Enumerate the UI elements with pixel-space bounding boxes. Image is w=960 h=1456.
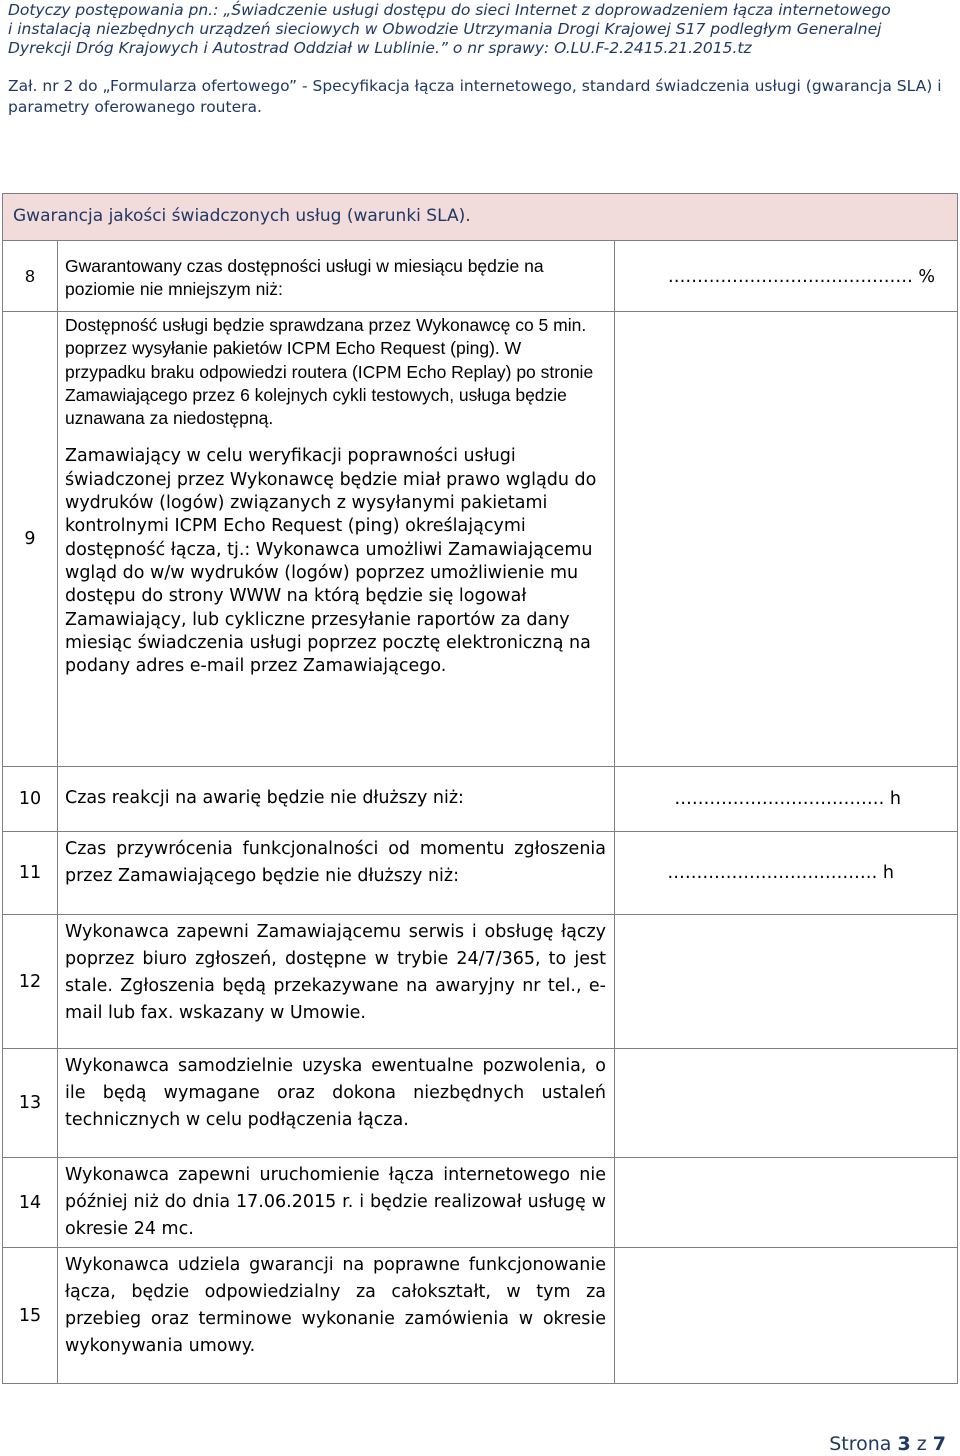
section-title: Gwarancja jakości świadczonych usług (warunki SLA). [3,194,958,241]
row-text: Wykonawca zapewni Zamawiającemu serwis i obsługę łączy poprzez biuro zgłoszeń, dostępne w trybie 24/7/365, to jest stale. Zgłoszenia będą przekazywane na awaryjny nr tel., e-mail lub fax. wskazany w Umowie. [58,915,615,1049]
page-separator: z [916,1433,927,1455]
table-row [3,241,958,312]
empty-cell [615,1049,958,1158]
row-text: Czas przywrócenia funkcjonalności od momentu zgłoszenia przez Zamawiającego będzie nie dłuższy niż: [58,832,615,915]
page-number [829,1432,946,1456]
row-text: Czas reakcji na awarię będzie nie dłuższy niż: [58,767,615,832]
value-field-reaction-time[interactable]: ……………………………… h [615,767,958,832]
header-line-1: Dotyczy postępowania pn.: „Świadczenie usługi dostępu do sieci Internet z doprowadzeniem łącza internetowego [8,1,891,19]
row-text: Dostępność usługi będzie sprawdzana przez Wykonawcę co 5 min. poprzez wysyłanie pakietów ICPM Echo Request (ping). W przypadku braku odpowiedzi routera (ICPM Echo Replay) po stronie Zamawiającego przez 6 kolejnych cykli testowych, usługa będzie uznawana za niedostępną. [65,315,594,429]
empty-cell [615,312,958,767]
row-text: Wykonawca samodzielnie uzyska ewentualne pozwolenia, o ile będą wymagane oraz dokona niezbędnych ustaleń technicznych w celu podłączenia łącza. [58,1049,615,1158]
table-row [3,915,958,1049]
attachment-title: Zał. nr 2 do „Formularza ofertowego” - Specyfikacja łącza internetowego, standard świadczenia usługi (gwarancja SLA) i parametry oferowanego routera. [8,77,942,116]
header-line-2: i instalacją niezbędnych urządzeń sieciowych w Obwodzie Utrzymania Drogi Krajowej S17 podległym Generalnej [8,20,882,38]
empty-cell [615,915,958,1049]
page-label: Strona [829,1433,892,1455]
table-row [3,832,958,915]
row-text: Zamawiający w celu weryfikacji poprawności usługi świadczonej przez Wykonawcę będzie miał prawo wglądu do wydruków (logów) związanych z wysyłanymi pakietami kontrolnymi ICPM Echo Request (ping) określającymi dostępność łącza, tj.: Wykonawca umożliwi Zamawiającemu wgląd do w/w wydruków (logów) poprzez umożliwienie mu dostępu do strony WWW na którą będzie się logował Zamawiający, lub cykliczne przesyłanie raportów za dany miesiąc świadczenia usługi poprzez pocztę elektroniczną na podany adres e-mail przez Zamawiającego. [65,446,597,677]
table-row [3,1248,958,1384]
row-number: 8 [3,241,58,312]
row-number: 9 [3,312,58,767]
table-row [3,312,958,767]
empty-cell [615,1248,958,1384]
row-number: 15 [3,1248,58,1384]
row-text: Gwarantowany czas dostępności usługi w miesiącu będzie na poziomie nie mniejszym niż: [58,241,615,312]
empty-cell [615,1158,958,1248]
row-text: Wykonawca udziela gwarancji na poprawne funkcjonowanie łącza, będzie odpowiedzialny za całokształt, w tym za przebieg oraz terminowe wykonanie zamówienia w okresie wykonywania umowy. [58,1248,615,1384]
row-number: 14 [3,1158,58,1248]
value-field-availability[interactable]: …………………………………… % [615,241,958,312]
header-line-3: Dyrekcji Dróg Krajowych i Autostrad Oddział w Lublinie.” o nr sprawy: O.LU.F-2.2415.21.2015.tz [8,39,752,57]
value-field-restore-time[interactable]: ……………………………… h [615,832,958,915]
current-page: 3 [897,1433,911,1455]
row-text-group [58,312,615,767]
total-pages: 7 [932,1433,946,1455]
table-row [3,1158,958,1248]
sla-table [2,193,958,1384]
row-number: 13 [3,1049,58,1158]
row-text: Wykonawca zapewni uruchomienie łącza internetowego nie później niż do dnia 17.06.2015 r. i będzie realizował usługę w okresie 24 mc. [58,1158,615,1248]
row-number: 10 [3,767,58,832]
table-row [3,767,958,832]
table-row [3,1049,958,1158]
row-number: 11 [3,832,58,915]
row-number: 12 [3,915,58,1049]
document-header [8,1,954,58]
